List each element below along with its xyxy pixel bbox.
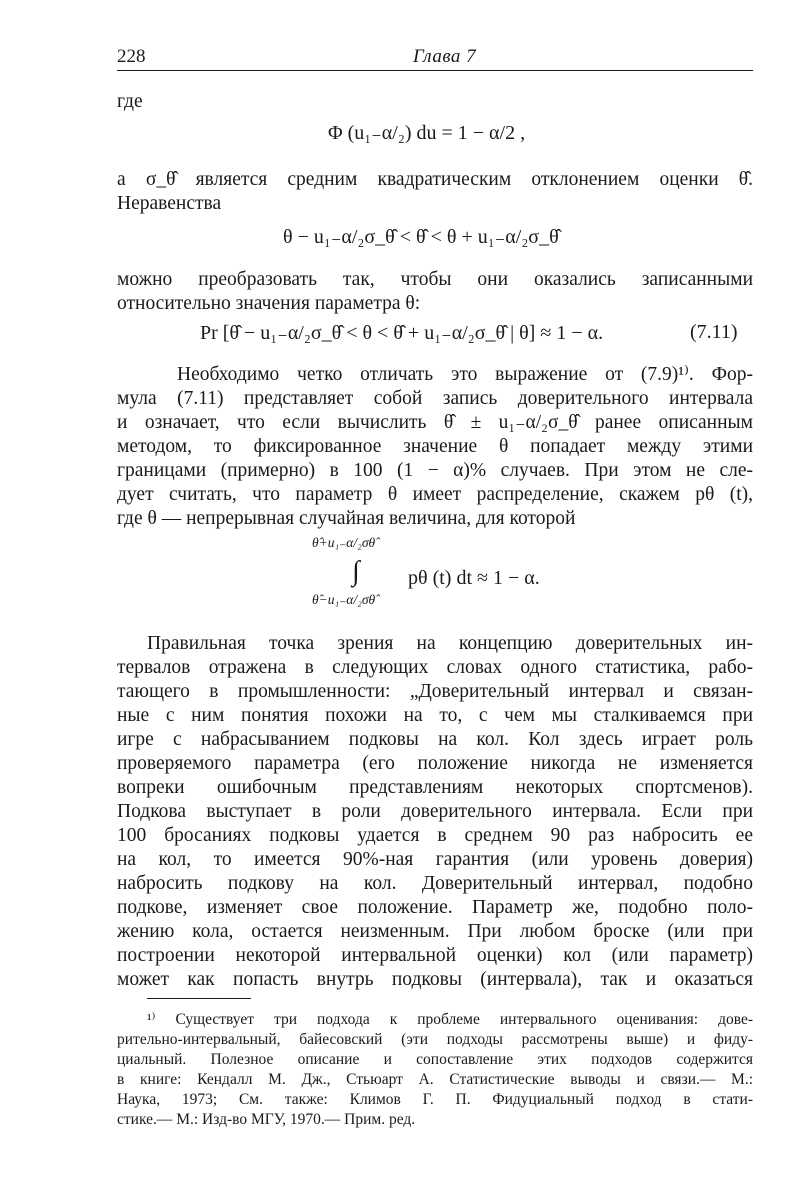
- integral-sign: ∫: [352, 556, 360, 587]
- paragraph-4-line-5: игре с набрасыванием подковы на кол. Кол здесь играет роль: [117, 729, 753, 750]
- paragraph-4-line-1: Правильная точка зрения на концепцию доверительных ин-: [147, 633, 753, 654]
- footnote-line-1: ¹⁾ Существует три подхода к проблеме интервального оценивания: дове-: [147, 1011, 753, 1028]
- chapter-title: Глава 7: [413, 46, 477, 67]
- footnote-rule: [147, 998, 251, 999]
- paragraph-1-line-1: а σ_θ̂ является средним квадратическим отклонением оценки θ̂.: [117, 169, 753, 190]
- footnote-line-6: стике.— М.: Изд-во МГУ, 1970.— Прим. ред.: [117, 1111, 416, 1128]
- running-header: [117, 46, 753, 68]
- paragraph-4-line-14: построении некоторой интервальной оценки) кол (или параметр): [117, 945, 753, 966]
- paragraph-4-line-2: тервалов отражена в следующих словах одного статистика, рабо-: [117, 657, 753, 678]
- paragraph-3-line-3: и означает, что если вычислить θ̂ ± u₁₋α/₂σ_θ̂ ранее описанным: [117, 412, 753, 433]
- footnote-line-5: Наука, 1973; См. также: Климов Г. П. Фидуциальный подход в стати-: [117, 1091, 753, 1108]
- paragraph-4-line-12: подкове, изменяет свое положение. Параметр же, подобно поло-: [117, 897, 753, 918]
- word-gde: где: [117, 91, 143, 112]
- paragraph-3-line-2: мула (7.11) представляет собой запись доверительного интервала: [117, 388, 753, 409]
- equation-2: θ − u₁₋α/₂σ_θ̂ < θ̂ < θ + u₁₋α/₂σ_θ̂: [283, 226, 559, 248]
- paragraph-4-line-3: тающего в промышленности: „Доверительный интервал и связан-: [117, 681, 753, 702]
- footnote-line-2: рительно-интервальный, байесовский (эти подходы рассмотрены выше) и фиду-: [117, 1031, 753, 1048]
- paragraph-4-line-13: жению кола, остается неизменным. При любом броске (или при: [117, 921, 753, 942]
- paragraph-4-line-6: проверяемого параметра (его положение никогда не изменяется: [117, 753, 753, 774]
- paragraph-4-line-7: вопреки ошибочным представлениям некоторых спортсменов).: [117, 777, 753, 798]
- integral-upper-limit: θ̂+u₁₋α/₂σθ̂: [312, 535, 376, 550]
- paragraph-4-line-10: на кол, то имеется 90%-ная гарантия (или уровень доверия): [117, 849, 753, 870]
- paragraph-3-line-5: границами (примерно) в 100 (1 − α)% случаев. При этом не сле-: [117, 460, 753, 481]
- equation-3: Pr [θ̂ − u₁₋α/₂σ_θ̂ < θ < θ̂ + u₁₋α/₂σ_θ̂ | θ] ≈ 1 − α.: [200, 322, 604, 344]
- paragraph-1-line-2: Неравенства: [117, 193, 222, 214]
- paragraph-4-line-9: 100 бросаниях подковы удается в среднем 90 раз набросить ее: [117, 825, 753, 846]
- footnote-line-3: циальный. Полезное описание и сопоставление этих подходов содержится: [117, 1051, 753, 1068]
- paragraph-2-line-1: можно преобразовать так, чтобы они оказались записанными: [117, 269, 753, 290]
- footnote-line-4: в книге: Кендалл М. Дж., Стьюарт А. Статистические выводы и связи.— М.:: [117, 1071, 753, 1088]
- integral-body: pθ (t) dt ≈ 1 − α.: [408, 567, 540, 589]
- equation-1: [328, 120, 525, 146]
- equation-1-text: Φ (u₁₋α/₂) du = 1 − α/2 ,: [328, 122, 526, 144]
- paragraph-2-line-2: относительно значения параметра θ:: [117, 293, 421, 314]
- paragraph-4-line-11: набросить подкову на кол. Доверительный интервал, подобно: [117, 873, 753, 894]
- paragraph-4-line-8: Подкова выступает в роли доверительного интервала. Если при: [117, 801, 753, 822]
- paragraph-4-line-15: может как попасть внутрь подковы (интервала), так и оказаться: [117, 969, 753, 990]
- paragraph-3-line-7: где θ — непрерывная случайная величина, для которой: [117, 508, 576, 529]
- paragraph-3-line-6: дует считать, что параметр θ имеет распределение, скажем pθ (t),: [117, 484, 753, 505]
- paragraph-3-line-4: методом, то фиксированное значение θ попадает между этими: [117, 436, 753, 457]
- paragraph-3-line-1: Необходимо четко отличать это выражение от (7.9)¹⁾. Фор-: [177, 364, 753, 385]
- integral-lower-limit: θ̂−u₁₋α/₂σθ̂: [312, 592, 376, 607]
- header-rule: [117, 70, 753, 71]
- equation-3-number: (7.11): [690, 321, 738, 343]
- paragraph-4-line-4: ные с ним понятия похожи на то, с чем мы сталкиваемся при: [117, 705, 753, 726]
- page-number: 228: [117, 46, 146, 67]
